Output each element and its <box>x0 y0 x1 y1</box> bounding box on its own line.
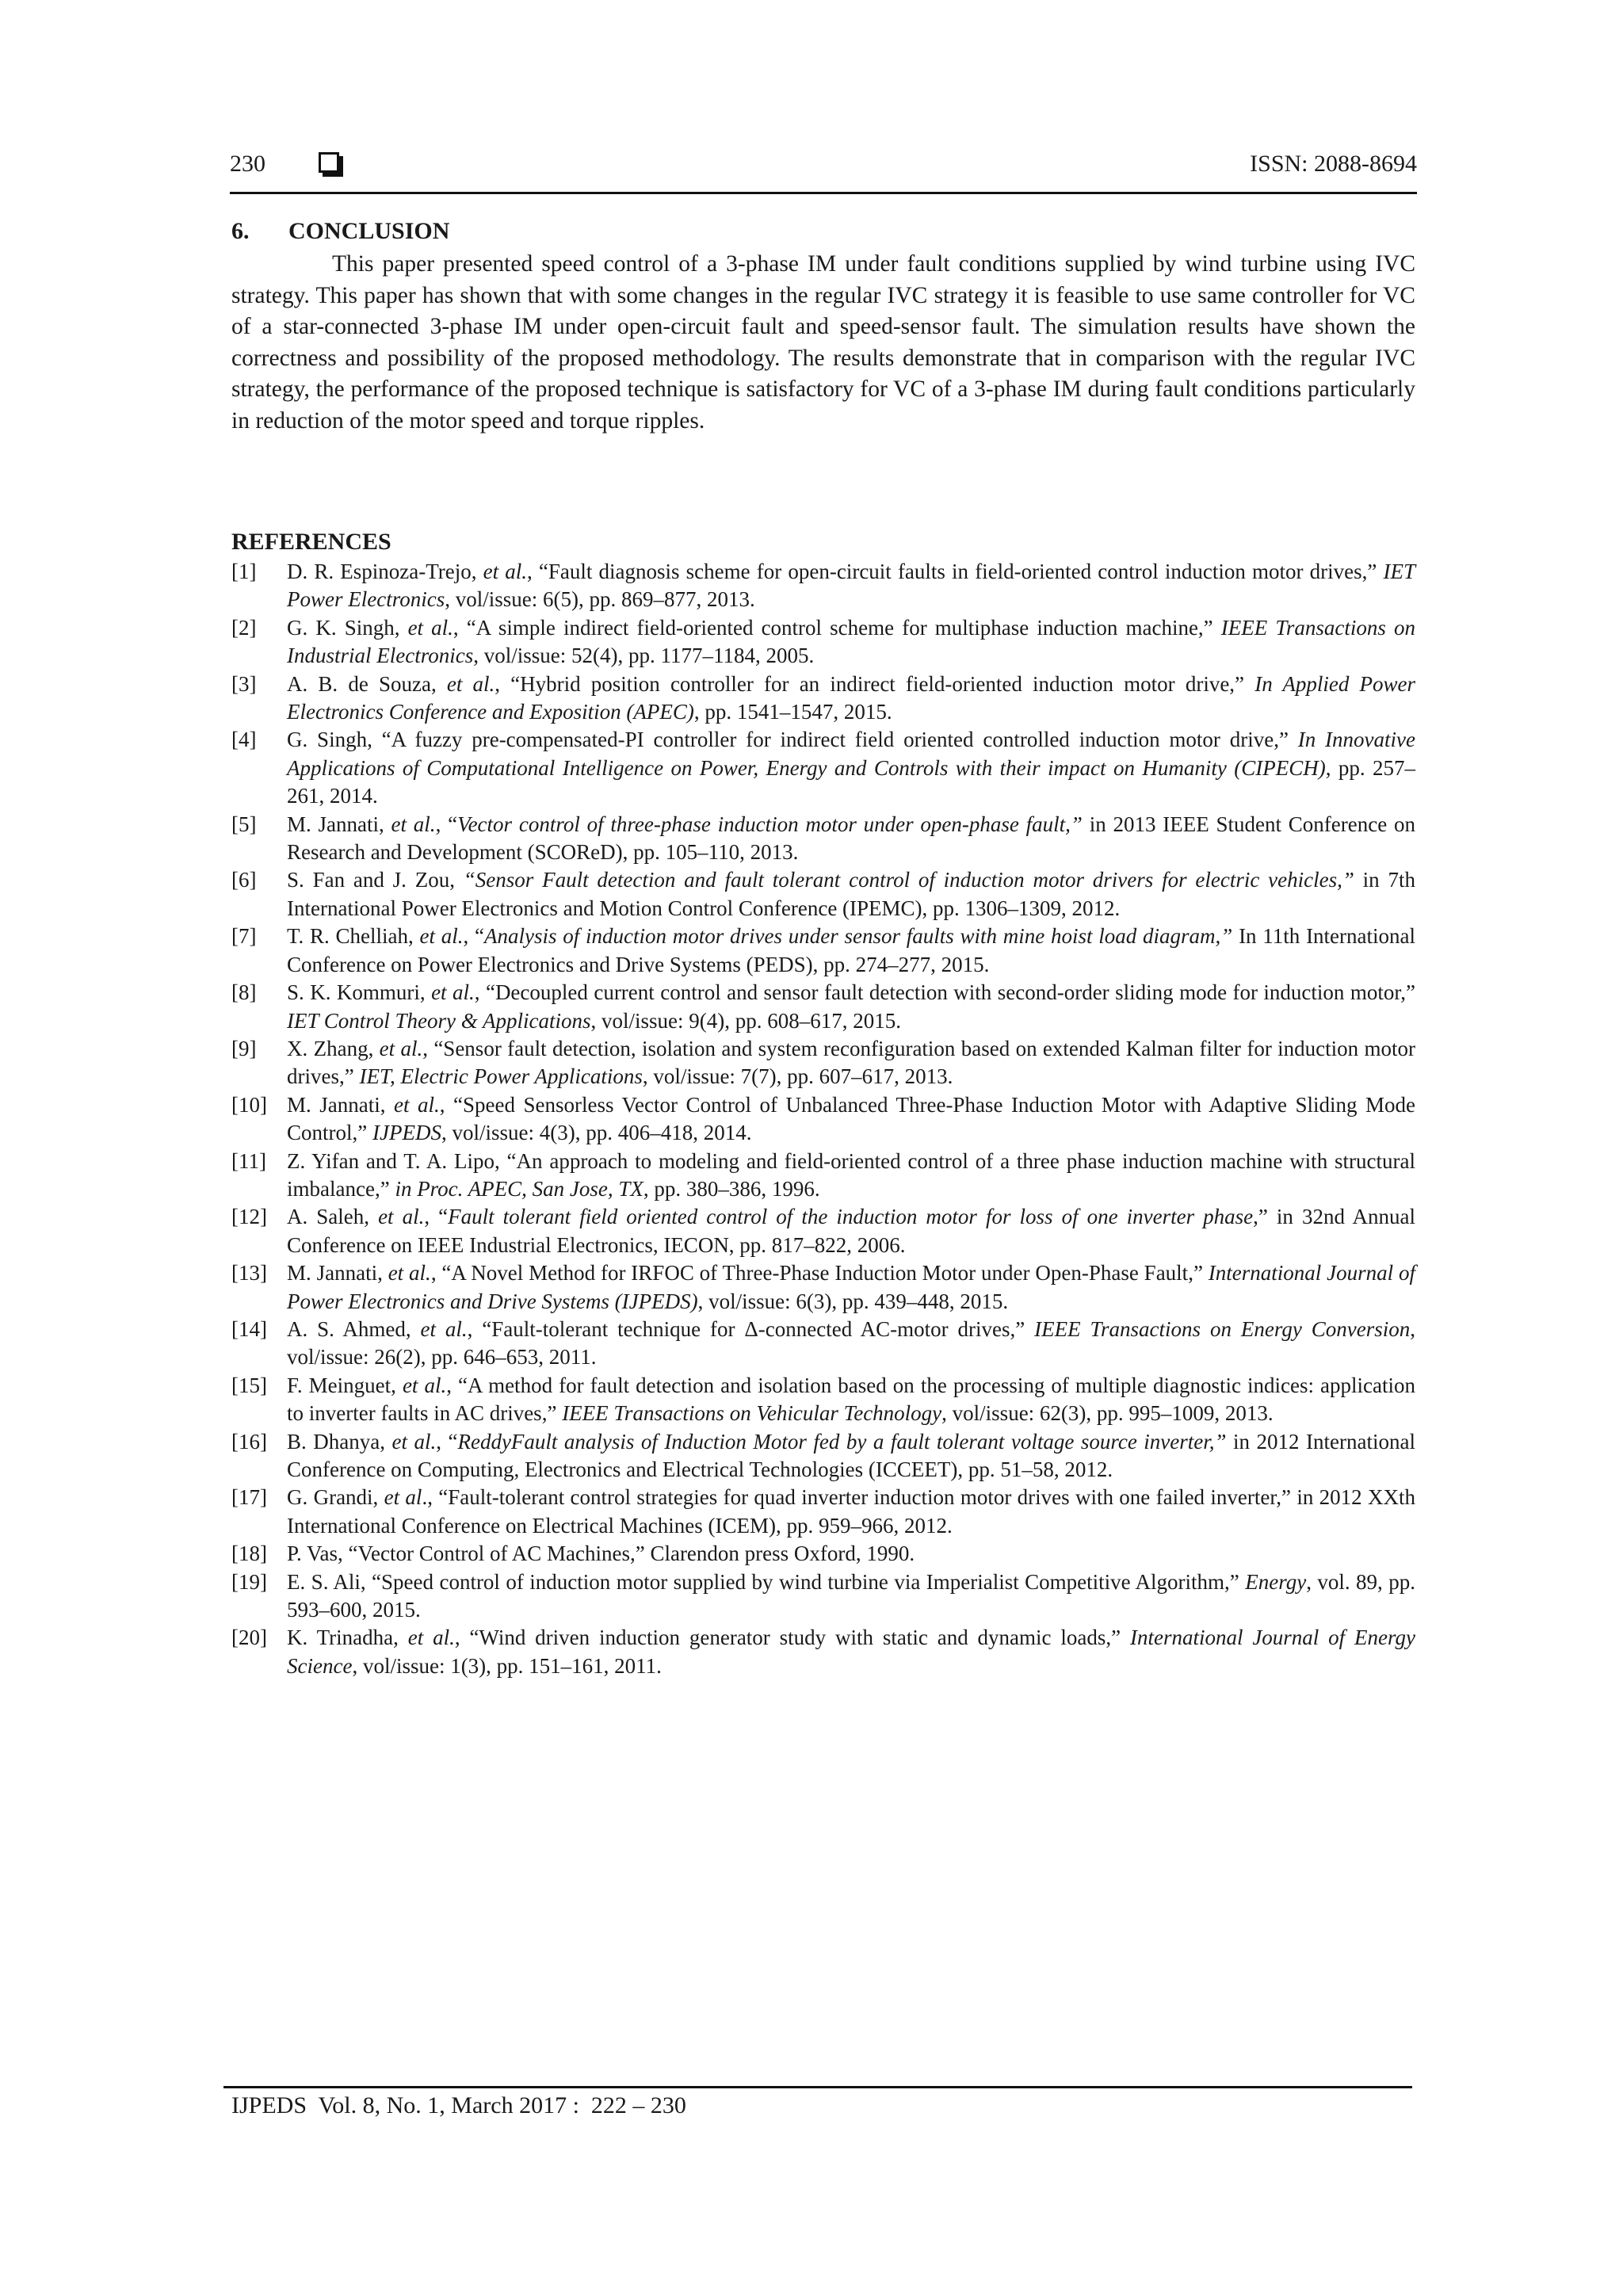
reference-text: et al. <box>419 924 464 949</box>
reference-item <box>231 1316 1415 1372</box>
reference-item <box>231 811 1415 867</box>
reference-text: IET Control Theory & Applications <box>287 1008 591 1033</box>
reference-index: [20] <box>231 1626 267 1650</box>
section-number: 6. <box>231 218 250 244</box>
reference-text: , vol/issue: 62(3), pp. 995–1009, 2013. <box>941 1401 1274 1426</box>
reference-text: , “Fault diagnosis scheme for open-circuit faults in field-oriented control induction motor drives,” <box>527 560 1384 583</box>
reference-text: , “ <box>463 924 484 949</box>
reference-text: , vol/issue: 6(3), pp. 439–448, 2015. <box>697 1289 1009 1313</box>
reference-text: M. Jannati, <box>287 812 391 836</box>
reference-text: International Journal of Power Electronics and Drive Systems (IJPEDS) <box>287 1261 1415 1313</box>
reference-text: et al. <box>446 671 495 696</box>
reference-text: et al. <box>394 1092 440 1117</box>
reference-index: [15] <box>231 1373 267 1397</box>
reference-item <box>231 726 1415 810</box>
reference-item <box>231 1091 1415 1148</box>
reference-index: [7] <box>231 924 257 949</box>
reference-text: In Applied Power Electronics Conference and Exposition (APEC) <box>287 671 1415 724</box>
reference-text: “Sensor Fault detection and fault tolerant control of induction motor drivers for electric vehicles,” <box>463 868 1354 892</box>
reference-text: et al. <box>420 1316 468 1341</box>
reference-text: , “Fault-tolerant technique for Δ-connected AC-motor drives,” <box>467 1316 1035 1341</box>
reference-text: IEEE Transactions on Industrial Electronics <box>287 615 1415 668</box>
references-heading: REFERENCES <box>231 529 391 555</box>
reference-index: [19] <box>231 1569 267 1594</box>
reference-text: , “Hybrid position controller for an indirect field-oriented induction motor drive,” <box>495 671 1255 696</box>
reference-text: In Innovative Applications of Computational Intelligence on Power, Energy and Controls with their impact on Humanity (CIPECH) <box>287 728 1415 780</box>
reference-index: [16] <box>231 1429 267 1454</box>
page-header <box>230 151 1417 194</box>
reference-text: et al. <box>402 1373 447 1397</box>
reference-text: , “Sensor fault detection, isolation and system reconfiguration based on extended Kalman filter for induction motor drives,” <box>287 1036 1415 1089</box>
reference-text: , “ <box>436 1429 458 1454</box>
reference-text: , vol/issue: 4(3), pp. 406–418, 2014. <box>441 1121 752 1145</box>
reference-text: P. Vas, “Vector Control of AC Machines,” Clarendon press Oxford, 1990. <box>287 1541 915 1566</box>
checkbox-square-icon <box>319 152 339 173</box>
reference-text: G. K. Singh, <box>287 615 408 640</box>
reference-item <box>231 979 1415 1035</box>
reference-index: [3] <box>231 671 257 696</box>
reference-index: [4] <box>231 728 257 752</box>
reference-text: , pp. 1541–1547, 2015. <box>693 700 892 724</box>
reference-index: [8] <box>231 980 257 1005</box>
reference-text: A. Saleh, <box>287 1205 379 1229</box>
reference-text: Fault tolerant field oriented control of the induction motor for loss of one inverter phase <box>448 1205 1254 1229</box>
reference-text: in 2013 IEEE Student Conference on Research and Development (SCOReD), pp. 105–110, 2013. <box>287 812 1415 865</box>
reference-item <box>231 1372 1415 1428</box>
reference-text: , vol/issue: 1(3), pp. 151–161, 2011. <box>352 1653 662 1678</box>
conclusion-paragraph: This paper presented speed control of a 3-phase IM under fault conditions supplied by wind turbine using IVC strategy. This paper has shown that with some changes in the regular IVC strategy it is feasible to use same controller for VC of a star-connected 3-phase IM under open-circuit fault and speed-sensor fault. The simulation results have shown the correctness and possibility of the proposed methodology. The results demonstrate that in comparison with the regular IVC strategy, the performance of the proposed technique is satisfactory for VC of a 3-phase IM during fault conditions particularly in reduction of the motor speed and torque ripples. <box>231 251 1415 434</box>
reference-index: [12] <box>231 1205 267 1229</box>
reference-item <box>231 1624 1415 1680</box>
reference-item <box>231 1568 1415 1625</box>
reference-text: et al. <box>379 1036 423 1060</box>
reference-text: , “Wind driven induction generator study with static and dynamic loads,” <box>454 1626 1130 1650</box>
reference-text: , “ <box>435 812 458 836</box>
reference-text: , pp. 257–261, 2014. <box>287 755 1415 808</box>
reference-text: G. Grandi, <box>287 1485 384 1510</box>
reference-text: ., “Fault-tolerant control strategies for quad inverter induction motor drives with one failed inverter,” in 2012 XXth International Conference on Electrical Machines (ICEM), pp. 959–966, 2012. <box>287 1485 1415 1538</box>
reference-text: , “Speed Sensorless Vector Control of Unbalanced Three-Phase Induction Motor with Adaptive Sliding Mode Control,” <box>287 1092 1415 1145</box>
reference-item <box>231 1259 1415 1316</box>
reference-text: F. Meinguet, <box>287 1373 403 1397</box>
reference-index: [2] <box>231 615 257 640</box>
reference-text: G. Singh, “A fuzzy pre-compensated-PI controller for indirect field oriented controlled induction motor drive,” <box>287 728 1298 752</box>
reference-text: , vol/issue: 7(7), pp. 607–617, 2013. <box>642 1064 953 1089</box>
reference-item <box>231 670 1415 727</box>
reference-item <box>231 1035 1415 1091</box>
reference-item <box>231 923 1415 979</box>
references-list <box>231 558 1415 1680</box>
reference-text: , “Decoupled current control and sensor fault detection with second-order sliding mode for induction motor,” <box>474 980 1415 1005</box>
reference-text: K. Trinadha, <box>287 1626 408 1650</box>
reference-text: M. Jannati, <box>287 1261 388 1286</box>
section-title: CONCLUSION <box>288 218 450 244</box>
page-number: 230 <box>230 151 265 177</box>
reference-text: in 7th International Power Electronics and Motion Control Conference (IPEMC), pp. 1306–1309, 2012. <box>287 868 1415 920</box>
reference-text: Analysis of induction motor drives under sensor faults with mine hoist load diagram,” <box>484 924 1233 949</box>
reference-text: , vol/issue: 6(5), pp. 869–877, 2013. <box>445 587 755 612</box>
reference-text: in Proc. APEC, San Jose, TX <box>395 1176 643 1201</box>
reference-text: , vol/issue: 52(4), pp. 1177–1184, 2005. <box>473 644 815 668</box>
reference-text: Energy <box>1245 1569 1307 1594</box>
reference-text: S. K. Kommuri, <box>287 980 432 1005</box>
reference-text: Vector control of three-phase induction motor under open-phase fault,” <box>457 812 1083 836</box>
reference-index: [5] <box>231 812 257 836</box>
reference-text: et al. <box>388 1261 431 1286</box>
reference-text: E. S. Ali, “Speed control of induction motor supplied by wind turbine via Imperialist Competitive Algorithm,” <box>287 1569 1246 1594</box>
reference-item <box>231 1428 1415 1484</box>
reference-item <box>231 866 1415 923</box>
reference-text: S. Fan and J. Zou, <box>287 868 464 892</box>
reference-text: ReddyFault analysis of Induction Motor fed by a fault tolerant voltage source inverter,” <box>457 1429 1227 1454</box>
reference-item <box>231 1540 1415 1568</box>
reference-index: [18] <box>231 1541 267 1566</box>
reference-index: [1] <box>231 560 257 583</box>
reference-text: Z. Yifan and T. A. Lipo, “An approach to modeling and field-oriented control of a three phase induction machine with structural imbalance,” <box>287 1148 1415 1201</box>
reference-text: , vol/issue: 26(2), pp. 646–653, 2011. <box>287 1316 1415 1370</box>
reference-text: T. R. Chelliah, <box>287 924 420 949</box>
reference-text: et al. <box>431 980 475 1005</box>
reference-index: [6] <box>231 868 257 892</box>
reference-index: [14] <box>231 1316 267 1341</box>
reference-item <box>231 1203 1415 1259</box>
reference-text: , vol/issue: 9(4), pp. 608–617, 2015. <box>590 1008 902 1033</box>
reference-text: X. Zhang, <box>287 1036 380 1060</box>
reference-item <box>231 614 1415 670</box>
reference-text: , vol. 89, pp. 593–600, 2015. <box>287 1569 1415 1622</box>
reference-text: A. B. de Souza, <box>287 671 447 696</box>
reference-text: D. R. Espinoza-Trejo, <box>287 560 483 583</box>
reference-text: IJPEDS <box>372 1121 441 1145</box>
reference-text: , pp. 380–386, 1996. <box>643 1176 820 1201</box>
issn-label: ISSN: 2088-8694 <box>1250 151 1417 177</box>
reference-text: , “A simple indirect field-oriented control scheme for multiphase induction machine,” <box>453 615 1221 640</box>
reference-text: IET, Electric Power Applications <box>359 1064 643 1089</box>
reference-item <box>231 1148 1415 1204</box>
reference-text: B. Dhanya, <box>287 1429 392 1454</box>
reference-text: et al. <box>391 1429 437 1454</box>
reference-text: , “A Novel Method for IRFOC of Three-Phase Induction Motor under Open-Phase Fault,” <box>430 1261 1209 1286</box>
reference-item <box>231 1484 1415 1540</box>
reference-text: International Journal of Energy Science <box>287 1626 1415 1678</box>
reference-index: [10] <box>231 1092 267 1117</box>
reference-text: IEEE Transactions on Vehicular Technology <box>562 1401 942 1426</box>
reference-text: et al. <box>483 560 528 583</box>
reference-text: IEEE Transactions on Energy Conversion <box>1034 1316 1411 1341</box>
reference-text: In 11th International Conference on Power Electronics and Drive Systems (PEDS), pp. 274–277, 2015. <box>287 924 1416 976</box>
reference-text: , “ <box>424 1205 449 1229</box>
reference-text: , “A method for fault detection and isolation based on the processing of multiple diagnostic indices: application to inverter faults in AC drives,” <box>287 1373 1415 1426</box>
reference-text: et al. <box>407 1626 455 1650</box>
reference-text: et al. <box>378 1205 425 1229</box>
footer-citation: IJPEDS Vol. 8, No. 1, March 2017 : 222 – 230 <box>231 2092 686 2118</box>
reference-item <box>231 558 1415 614</box>
reference-text: in 2012 International Conference on Computing, Electronics and Electrical Technologies (ICCEET), pp. 51–58, 2012. <box>287 1429 1415 1481</box>
section-heading <box>231 218 449 245</box>
footer-rule <box>223 2086 1412 2088</box>
reference-index: [17] <box>231 1485 267 1510</box>
reference-text: et al <box>384 1485 422 1510</box>
reference-text: M. Jannati, <box>287 1092 395 1117</box>
reference-text: ,” in 32nd Annual Conference on IEEE Industrial Electronics, IECON, pp. 817–822, 2006. <box>287 1205 1415 1257</box>
reference-index: [11] <box>231 1148 266 1173</box>
reference-index: [9] <box>231 1036 257 1060</box>
reference-text: IET Power Electronics <box>287 560 1415 612</box>
reference-text: et al. <box>407 615 453 640</box>
reference-text: A. S. Ahmed, <box>287 1316 421 1341</box>
reference-text: et al. <box>391 812 436 836</box>
reference-index: [13] <box>231 1261 267 1286</box>
